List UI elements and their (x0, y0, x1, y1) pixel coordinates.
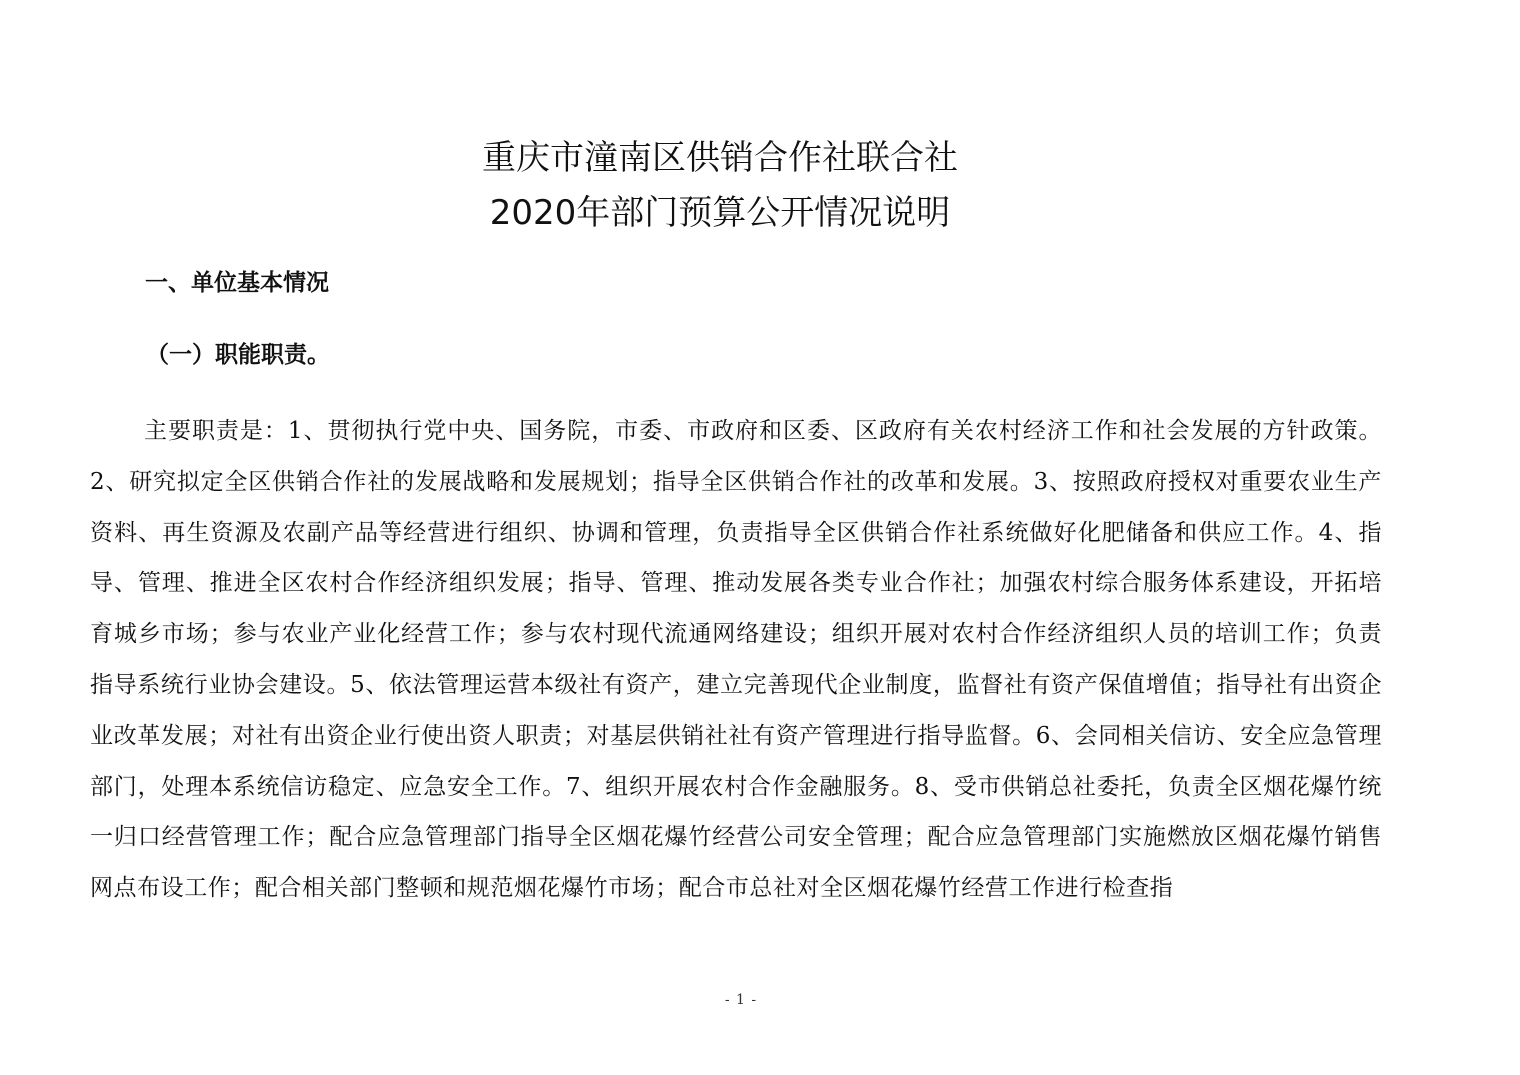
page-number: - 1 - (724, 992, 758, 1008)
document-title-line-1: 重庆市潼南区供销合作社联合社 (482, 138, 958, 178)
subsection-heading: （一）职能职责。 (146, 341, 330, 368)
document-title-line-2: 2020年部门预算公开情况说明 (489, 193, 951, 233)
body-paragraph: 主要职责是：1、贯彻执行党中央、国务院，市委、市政府和区委、区政府有关农村经济工作和社会发展的方针政策。2、研究拟定全区供销合作社的发展战略和发展规划；指导全区供销合作社的改革和发展。3、按照政府授权对重要农业生产资料、再生资源及农副产品等经营进行组织、协调和管理，负责指导全区供销合作社系统做好化肥储备和供应工作。4、指导、管理、推进全区农村合作经济组织发展；指导、管理、推动发展各类专业合作社；加强农村综合服务体系建设，开拓培育城乡市场；参与农业产业化经营工作；参与农村现代流通网络建设；组织开展对农村合作经济组织人员的培训工作；负责指导系统行业协会建设。5、依法管理运营本级社有资产，建立完善现代企业制度，监督社有资产保值增值；指导社有出资企业改革发展；对社有出资企业行使出资人职责；对基层供销社社有资产管理进行指导监督。6、会同相关信访、安全应急管理部门，处理本系统信访稳定、应急安全工作。7、组织开展农村合作金融服务。8、受市供销总社委托，负责全区烟花爆竹统一归口经营管理工作；配合应急管理部门指导全区烟花爆竹经营公司安全管理；配合应急管理部门实施燃放区烟花爆竹销售网点布设工作；配合相关部门整顿和规范烟花爆竹市场；配合市总社对全区烟花爆竹经营工作进行检查指 (90, 418, 1382, 902)
section-heading: 一、单位基本情况 (145, 269, 329, 296)
